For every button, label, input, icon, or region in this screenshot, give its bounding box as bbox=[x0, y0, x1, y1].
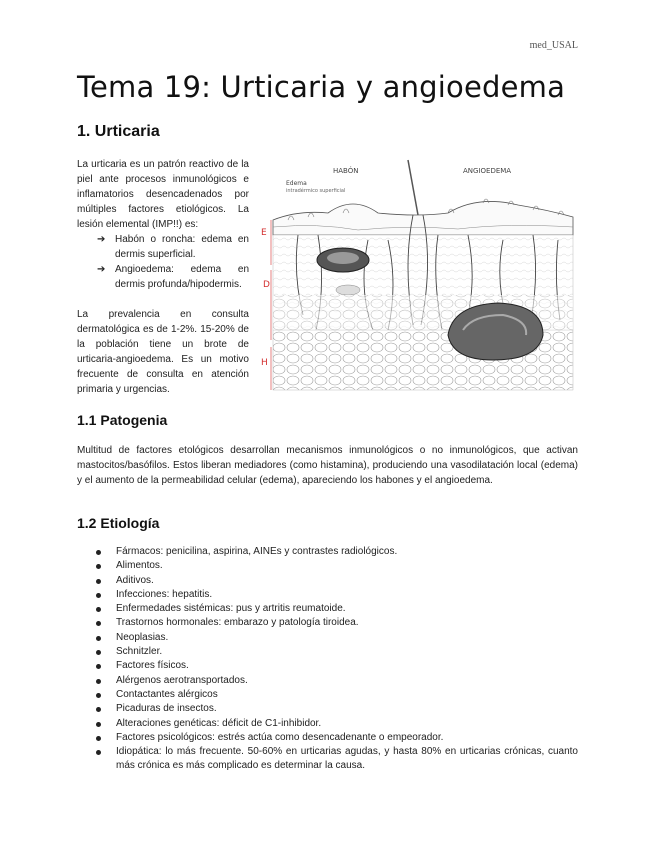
layer-marker-h: H bbox=[261, 358, 268, 368]
label-edema-sub: intradérmico superficial bbox=[286, 188, 346, 194]
bullet-icon bbox=[96, 650, 101, 655]
layer-marker-e: E bbox=[261, 228, 267, 238]
list-item: Alérgenos aerotransportados. bbox=[77, 674, 578, 688]
bullet-icon bbox=[96, 550, 101, 555]
bullet-icon bbox=[96, 607, 101, 612]
list-item: Alimentos. bbox=[77, 559, 578, 573]
page-title: Tema 19: Urticaria y angioedema bbox=[77, 70, 566, 104]
label-edema: Edema bbox=[286, 180, 307, 187]
list-item: Idiopática: lo más frecuente. 50-60% en urticarias agudas, y hasta 80% en urticarias crónicas, cuanto más crónica es más complicado es determinar la causa. bbox=[77, 745, 578, 774]
list-item: Infecciones: hepatitis. bbox=[77, 588, 578, 602]
arrow-icon: ➔ bbox=[97, 234, 106, 245]
list-item: Enfermedades sistémicas: pus y artritis reumatoide. bbox=[77, 602, 578, 616]
bullet-icon bbox=[96, 679, 101, 684]
label-angioedema: ANGIOEDEMA bbox=[463, 167, 512, 175]
list-item: Fármacos: penicilina, aspirina, AINEs y contrastes radiológicos. bbox=[77, 545, 578, 559]
bullet-icon bbox=[96, 750, 101, 755]
list-item: Factores psicológicos: estrés actúa como desencadenante o empeorador. bbox=[77, 731, 578, 745]
list-item: Picaduras de insectos. bbox=[77, 702, 578, 716]
lesion-item-angioedema bbox=[97, 262, 249, 292]
lesion-list bbox=[77, 232, 249, 292]
arrow-icon: ➔ bbox=[97, 264, 106, 275]
bullet-icon bbox=[96, 664, 101, 669]
prevalence-paragraph: La prevalencia en consulta dermatológica es de 1-2%. 15-20% de la población tiene un brote de urticaria-angioedema. Es un motivo frecuente de consulta en atención primaria y urgencias. bbox=[77, 309, 249, 395]
bullet-icon bbox=[96, 579, 101, 584]
epidermis-layer bbox=[273, 201, 573, 235]
needle-shape bbox=[408, 160, 418, 215]
lesion-item-text: Angioedema: edema en dermis profunda/hipodermis. bbox=[115, 264, 249, 290]
skin-diagram bbox=[258, 155, 578, 395]
bullet-icon bbox=[96, 564, 101, 569]
bullet-icon bbox=[96, 736, 101, 741]
bullet-icon bbox=[96, 722, 101, 727]
section-heading-patogenia: 1.1 Patogenia bbox=[77, 412, 168, 428]
list-item: Aditivos. bbox=[77, 574, 578, 588]
label-habon: HABÓN bbox=[333, 167, 359, 175]
lesion-item-text: Habón o roncha: edema en dermis superficial. bbox=[115, 234, 249, 260]
intro-block bbox=[77, 157, 249, 397]
list-item: Factores físicos. bbox=[77, 659, 578, 673]
bullet-icon bbox=[96, 621, 101, 626]
gland-shape bbox=[336, 285, 360, 295]
list-item: Contactantes alérgicos bbox=[77, 688, 578, 702]
list-item: Alteraciones genéticas: déficit de C1-inhibidor. bbox=[77, 717, 578, 731]
patogenia-paragraph: Multitud de factores etológicos desarrollan mecanismos inmunológicos o no inmunológicos, que activan mastocitos/basófilos. Estos liberan mediadores (como histamina), produciendo una vasodilatación local (edema) y el aumento de la permeabilidad celular (edema), apareciendo los habones y el angioedema. bbox=[77, 445, 578, 486]
list-item: Schnitzler. bbox=[77, 645, 578, 659]
section-heading-urticaria: 1. Urticaria bbox=[77, 123, 160, 140]
layer-marker-d: D bbox=[263, 280, 270, 290]
bullet-icon bbox=[96, 593, 101, 598]
list-item: Neoplasias. bbox=[77, 631, 578, 645]
bullet-icon bbox=[96, 636, 101, 641]
section-heading-etiologia: 1.2 Etiología bbox=[77, 515, 160, 531]
skin-diagram-illustration bbox=[258, 155, 578, 395]
bullet-icon bbox=[96, 693, 101, 698]
list-item: Trastornos hormonales: embarazo y patología tiroidea. bbox=[77, 616, 578, 630]
habon-highlight bbox=[327, 252, 359, 264]
bullet-icon bbox=[96, 707, 101, 712]
intro-paragraph: La urticaria es un patrón reactivo de la piel ante procesos inmunológicos e inflamatorios desencadenados por múltiples factores etiológicos. La lesión elemental (IMP!!) es: bbox=[77, 159, 249, 230]
header-brand: med_USAL bbox=[529, 40, 578, 51]
lesion-item-habon bbox=[97, 232, 249, 262]
etiology-list bbox=[77, 545, 578, 774]
